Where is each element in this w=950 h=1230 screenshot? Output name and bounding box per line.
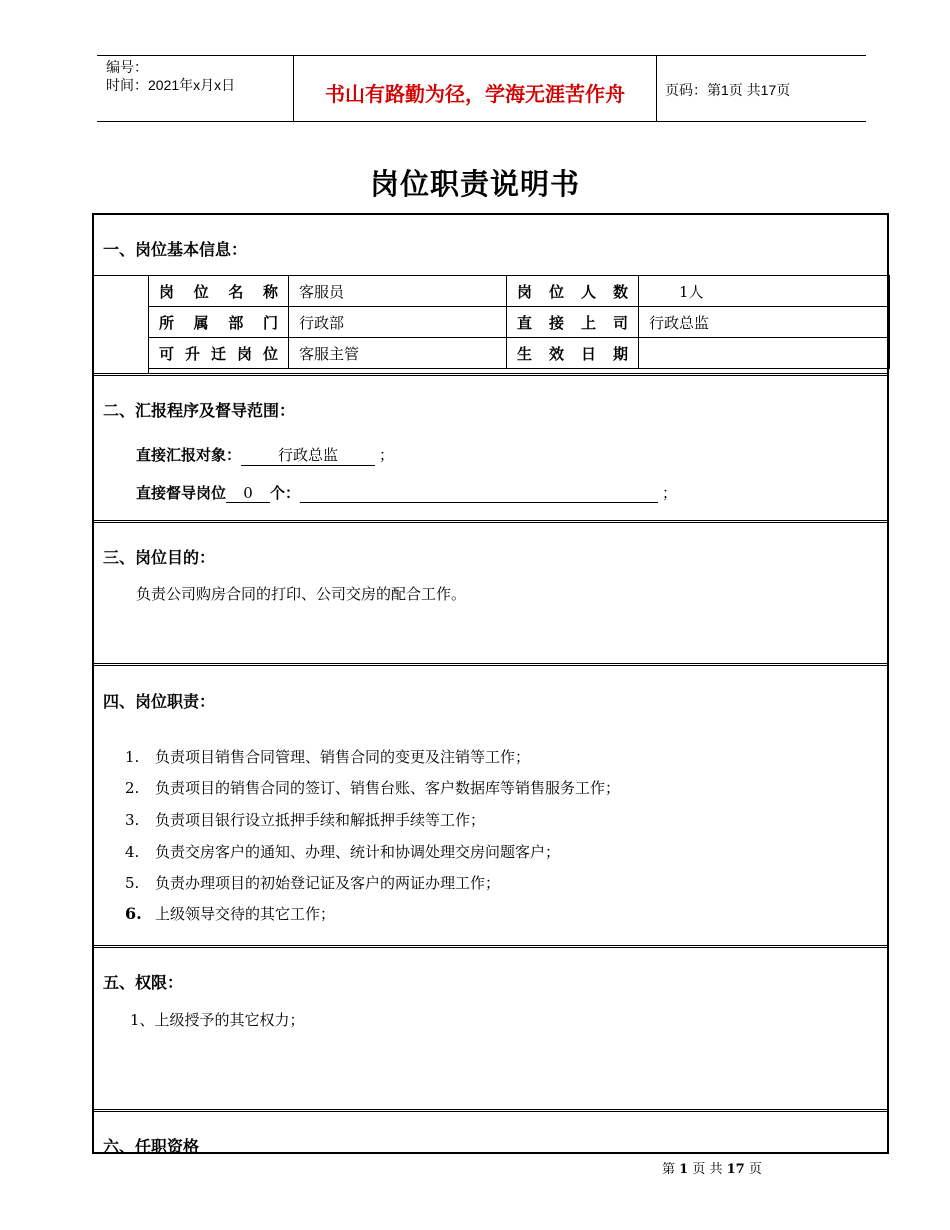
supervisor-value: 行政总监 [639,307,890,338]
duty-number: 2. [125,779,140,797]
basic-info-table [148,275,890,369]
section-divider [92,1109,889,1112]
section1-heading: 一、岗位基本信息： [103,242,248,259]
page-footer [662,1158,762,1177]
duty-number: 5. [125,874,140,892]
table-row [149,338,890,369]
doc-time-label: 时间：2021年x月x日 [106,77,236,93]
list-item [125,841,560,862]
section3-heading: 三、岗位目的： [103,550,216,567]
duty-text: 负责项目销售合同管理、销售合同的变更及注销等工作； [155,748,531,766]
headcount-value: 1人 [639,276,890,307]
footer-middle: 页 共 [692,1162,723,1177]
effective-date-label: 生效日期 [507,338,639,369]
table-row [149,307,890,338]
header-divider-right [656,55,657,121]
report-line [136,444,394,466]
duty-number: 6. [125,904,142,923]
position-name-label: 岗位名称 [149,276,289,307]
section-divider [92,945,889,948]
effective-date-value [639,338,890,369]
report-value: 行政总监 [241,444,375,466]
section-divider [92,373,889,376]
position-name-value: 客服员 [289,276,507,307]
document-title: 岗位职责说明书 [369,169,580,201]
supervise-unit: 个： [270,485,301,502]
section2-heading: 二、汇报程序及督导范围： [103,403,296,420]
duty-text: 负责办理项目的初始登记证及客户的两证办理工作； [155,874,501,892]
report-semicolon: ； [379,446,395,464]
header-bottom-rule [97,121,866,122]
authority-text: 1、上级授予的其它权力； [130,1011,305,1029]
supervise-count: 0 [226,484,270,503]
footer-total-pages: 17 [726,1162,745,1177]
list-item [125,746,530,767]
duty-number: 4. [125,843,140,861]
list-item [125,809,485,830]
footer-page-number: 1 [679,1162,689,1177]
section-divider [92,663,889,666]
supervise-semicolon: ； [662,484,678,502]
duty-text: 上级领导交待的其它工作； [155,905,336,923]
report-label: 直接汇报对象： [136,447,242,464]
header-top-rule [97,55,866,56]
supervisor-label: 直接上司 [507,307,639,338]
promotion-value: 客服主管 [289,338,507,369]
promotion-label: 可升迁岗位 [149,338,289,369]
section5-heading: 五、权限： [103,975,184,992]
headcount-label: 岗位人数 [507,276,639,307]
duty-text: 负责交房客户的通知、办理、统计和协调处理交房问题客户； [155,843,561,861]
duty-text: 负责项目银行设立抵押手续和解抵押手续等工作； [155,811,486,829]
list-item [125,777,620,798]
header-divider-left [293,55,294,121]
header-page-info: 页码：第1页 共17页 [665,82,791,98]
supervise-label: 直接督导岗位 [136,485,227,502]
list-item [125,903,335,924]
duty-text: 负责项目的销售合同的签订、销售台账、客户数据库等销售服务工作； [155,779,621,797]
section-divider [92,520,889,523]
department-label: 所属部门 [149,307,289,338]
table-row [149,276,890,307]
footer-prefix: 第 [662,1162,676,1177]
footer-suffix: 页 [748,1162,762,1177]
list-item [125,872,500,893]
department-value: 行政部 [289,307,507,338]
duty-number: 3. [125,811,140,829]
duty-number: 1. [125,748,140,766]
purpose-text: 负责公司购房合同的打印、公司交房的配合工作。 [136,585,467,603]
header-motto: 书山有路勤为径，学海无涯苦作舟 [325,84,625,106]
section6-heading: 六、任职资格 [103,1139,200,1156]
doc-code-label: 编号： [106,59,148,75]
header-meta [106,58,235,94]
supervise-value [300,484,658,503]
section4-heading: 四、岗位职责： [103,694,216,711]
supervise-line [136,482,677,503]
